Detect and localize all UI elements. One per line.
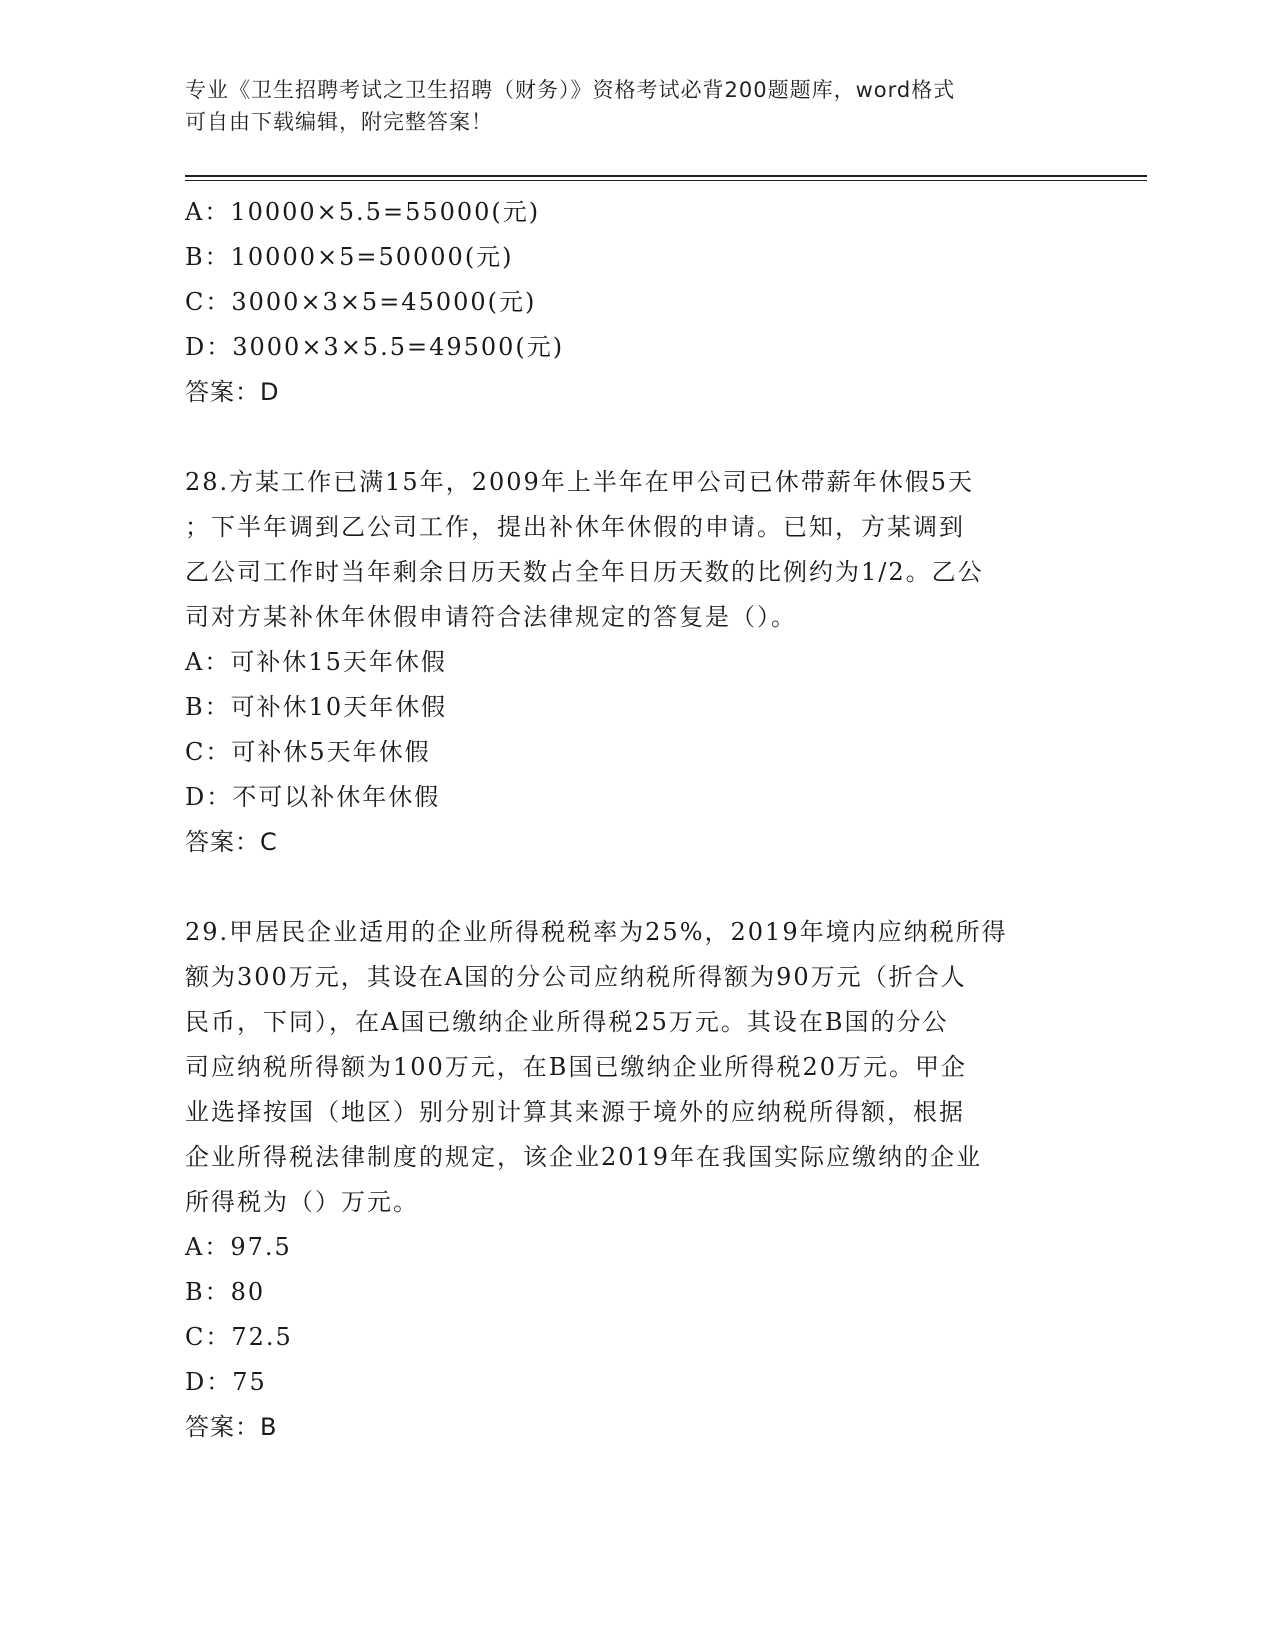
spacer <box>185 415 1085 460</box>
question-29-block <box>185 910 1085 1450</box>
option-c: C：可补休5天年休假 <box>185 738 431 766</box>
option-c: C：3000×3×5=45000(元) <box>185 288 537 316</box>
option-b: B：可补休10天年休假 <box>185 693 448 721</box>
header-title-line-2: 可自由下载编辑，附完整答案！ <box>185 110 493 134</box>
spacer <box>185 865 1085 910</box>
answer-line: 答案：D <box>185 378 280 406</box>
option-a: A：可补休15天年休假 <box>185 648 447 676</box>
question-text-line: 29.甲居民企业适用的企业所得税税率为25%，2019年境内应纳税所得 <box>185 918 1008 946</box>
question-text-line: 乙公司工作时当年剩余日历天数占全年日历天数的比例约为1/2。乙公 <box>185 558 984 586</box>
option-b: B：10000×5=50000(元) <box>185 243 514 271</box>
option-c: C：72.5 <box>185 1323 293 1351</box>
question-27-block <box>185 190 1085 415</box>
question-text-line: 企业所得税法律制度的规定，该企业2019年在我国实际应缴纳的企业 <box>185 1143 983 1171</box>
question-text-line: 额为300万元，其设在A国的分公司应纳税所得额为90万元（折合人 <box>185 963 967 991</box>
question-text-line: 业选择按国（地区）别分别计算其来源于境外的应纳税所得额，根据 <box>185 1098 965 1126</box>
option-b: B：80 <box>185 1278 266 1306</box>
question-text-line: ；下半年调到乙公司工作，提出补休年休假的申请。已知，方某调到 <box>185 513 965 541</box>
answer-line: 答案：C <box>185 828 278 856</box>
option-d: D：3000×3×5.5=49500(元) <box>185 333 565 361</box>
document-header <box>185 74 1085 138</box>
question-text-line: 所得税为（）万元。 <box>185 1188 419 1216</box>
option-d: D：75 <box>185 1368 267 1396</box>
answer-line: 答案：B <box>185 1413 278 1441</box>
option-a: A：10000×5.5=55000(元) <box>185 198 541 226</box>
question-text-line: 司应纳税所得额为100万元，在B国已缴纳企业所得税20万元。甲企 <box>185 1053 967 1081</box>
question-text-line: 民币，下同），在A国已缴纳企业所得税25万元。其设在B国的分公 <box>185 1008 949 1036</box>
header-divider-thick <box>185 175 1147 177</box>
option-d: D：不可以补休年休假 <box>185 783 441 811</box>
question-content <box>185 190 1085 1450</box>
question-28-block <box>185 460 1085 865</box>
option-a: A：97.5 <box>185 1233 292 1261</box>
question-text-line: 司对方某补休年休假申请符合法律规定的答复是（）。 <box>185 603 797 631</box>
header-title-line-1: 专业《卫生招聘考试之卫生招聘（财务）》资格考试必背200题题库，word格式 <box>185 78 956 102</box>
question-text-line: 28.方某工作已满15年，2009年上半年在甲公司已休带薪年休假5天 <box>185 468 975 496</box>
header-divider-thin <box>185 180 1147 181</box>
